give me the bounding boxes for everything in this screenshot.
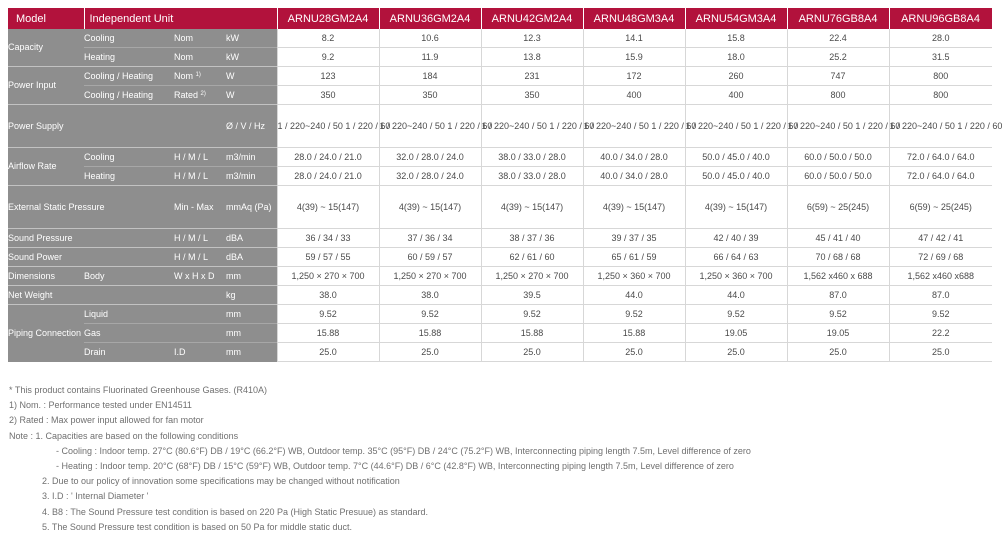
value-cell: 18.0 bbox=[685, 48, 787, 67]
value-cell: 44.0 bbox=[685, 286, 787, 305]
note-line: - Heating : Indoor temp. 20°C (68°F) DB / 15°C (59°F) WB, Outdoor temp. 7°C (44.6°F) DB / 6°C (42.8°F) WB, Interconnecting piping length 7.5m, Level difference of zero bbox=[56, 461, 734, 472]
value-cell: 1 / 220~240 / 50 1 / 220 / 60 bbox=[889, 105, 992, 148]
mode-label: Liquid bbox=[84, 305, 174, 324]
value-cell: 4(39) ~ 15(147) bbox=[481, 186, 583, 229]
value-cell: 70 / 68 / 68 bbox=[787, 248, 889, 267]
value-cell: 25.2 bbox=[787, 48, 889, 67]
value-cell: 72 / 69 / 68 bbox=[889, 248, 992, 267]
unit-label: dBA bbox=[226, 248, 277, 267]
unit-label: W bbox=[226, 86, 277, 105]
unit-label: mm bbox=[226, 343, 277, 362]
value-cell: 747 bbox=[787, 67, 889, 86]
value-cell: 4(39) ~ 15(147) bbox=[277, 186, 379, 229]
value-cell: 60.0 / 50.0 / 50.0 bbox=[787, 148, 889, 167]
footnote-marker: 2) bbox=[200, 91, 206, 97]
footnote-marker: 1) bbox=[195, 72, 201, 78]
mode-label: Heating bbox=[84, 48, 174, 67]
value-cell: 350 bbox=[379, 86, 481, 105]
value-cell: 25.0 bbox=[787, 343, 889, 362]
value-cell: 40.0 / 34.0 / 28.0 bbox=[583, 167, 685, 186]
value-cell: 12.3 bbox=[481, 29, 583, 48]
value-cell: 65 / 61 / 59 bbox=[583, 248, 685, 267]
mode-label: Drain bbox=[84, 343, 174, 362]
value-cell: 8.2 bbox=[277, 29, 379, 48]
independent-unit-header: Independent Unit bbox=[84, 8, 277, 29]
note-line: 4. B8 : The Sound Pressure test condition is based on 220 Pa (High Static Presuue) as standard. bbox=[42, 506, 429, 517]
note-line: 1) Nom. : Performance tested under EN14511 bbox=[9, 400, 192, 411]
unit-label: mm bbox=[226, 267, 277, 286]
footnotes bbox=[9, 383, 989, 535]
capacity-label: Capacity bbox=[8, 29, 84, 67]
unit-label: mm bbox=[226, 305, 277, 324]
piping-gas-row bbox=[8, 324, 992, 343]
unit-label: W bbox=[226, 67, 277, 86]
value-cell: 9.2 bbox=[277, 48, 379, 67]
note-line: - Cooling : Indoor temp. 27°C (80.6°F) DB / 19°C (66.2°F) WB, Outdoor temp. 35°C (95°F) DB / 24°C (75.2°F) WB, Interconnecting piping length 7.5m, Level difference of zero bbox=[56, 445, 751, 456]
value-cell: 15.88 bbox=[481, 324, 583, 343]
note-line: 3. I.D : ' Internal Diameter ' bbox=[42, 491, 149, 502]
value-cell: 800 bbox=[889, 86, 992, 105]
note-line: 5. The Sound Pressure test condition is based on 50 Pa for middle static duct. bbox=[42, 521, 353, 532]
airflow-heating-row bbox=[8, 167, 992, 186]
value-cell: 400 bbox=[685, 86, 787, 105]
spec-table bbox=[8, 8, 1002, 362]
model-header: Model bbox=[8, 8, 84, 29]
value-cell: 39.5 bbox=[481, 286, 583, 305]
model-name: ARNU76GB8A4 bbox=[787, 8, 889, 29]
value-cell: 72.0 / 64.0 / 64.0 bbox=[889, 167, 992, 186]
value-cell: 1,250 × 360 × 700 bbox=[685, 267, 787, 286]
value-cell: 400 bbox=[583, 86, 685, 105]
value-cell: 19.05 bbox=[787, 324, 889, 343]
value-cell: 260 bbox=[685, 67, 787, 86]
capacity-cooling-row bbox=[8, 29, 992, 48]
model-name: ARNU36GM2A4 bbox=[379, 8, 481, 29]
value-cell: 38.0 / 33.0 / 28.0 bbox=[481, 167, 583, 186]
power-supply-row bbox=[8, 105, 992, 148]
condition-label bbox=[174, 324, 226, 343]
sound-pressure-label: Sound Pressure bbox=[8, 229, 174, 248]
note-line: 2) Rated : Max power input allowed for fan motor bbox=[9, 415, 204, 426]
value-cell: 10.6 bbox=[379, 29, 481, 48]
value-cell: 37 / 36 / 34 bbox=[379, 229, 481, 248]
mode-label: Heating bbox=[84, 167, 174, 186]
mode-label: Gas bbox=[84, 324, 174, 343]
mode-label: Body bbox=[84, 267, 174, 286]
value-cell: 60.0 / 50.0 / 50.0 bbox=[787, 167, 889, 186]
value-cell: 13.8 bbox=[481, 48, 583, 67]
value-cell: 25.0 bbox=[277, 343, 379, 362]
value-cell: 6(59) ~ 25(245) bbox=[787, 186, 889, 229]
sound-pressure-row bbox=[8, 229, 992, 248]
unit-label: mm bbox=[226, 324, 277, 343]
value-cell: 25.0 bbox=[583, 343, 685, 362]
sound-power-label: Sound Power bbox=[8, 248, 174, 267]
unit-label: kW bbox=[226, 29, 277, 48]
value-cell: 32.0 / 28.0 / 24.0 bbox=[379, 148, 481, 167]
value-cell: 172 bbox=[583, 67, 685, 86]
value-cell: 231 bbox=[481, 67, 583, 86]
value-cell: 22.4 bbox=[787, 29, 889, 48]
value-cell: 45 / 41 / 40 bbox=[787, 229, 889, 248]
power-input-rated-row bbox=[8, 86, 992, 105]
mode-label: Cooling bbox=[84, 148, 174, 167]
value-cell: 15.9 bbox=[583, 48, 685, 67]
value-cell: 9.52 bbox=[685, 305, 787, 324]
dimensions-label: Dimensions bbox=[8, 267, 84, 286]
value-cell: 350 bbox=[277, 86, 379, 105]
value-cell: 28.0 / 24.0 / 21.0 bbox=[277, 148, 379, 167]
value-cell: 40.0 / 34.0 / 28.0 bbox=[583, 148, 685, 167]
value-cell: 350 bbox=[481, 86, 583, 105]
value-cell: 28.0 bbox=[889, 29, 992, 48]
value-cell: 60 / 59 / 57 bbox=[379, 248, 481, 267]
unit-label: Ø / V / Hz bbox=[226, 105, 277, 148]
condition-label: H / M / L bbox=[174, 248, 226, 267]
value-cell: 36 / 34 / 33 bbox=[277, 229, 379, 248]
value-cell: 9.52 bbox=[889, 305, 992, 324]
value-cell: 4(39) ~ 15(147) bbox=[583, 186, 685, 229]
value-cell: 9.52 bbox=[481, 305, 583, 324]
value-cell: 15.88 bbox=[277, 324, 379, 343]
model-name: ARNU54GM3A4 bbox=[685, 8, 787, 29]
value-cell: 19.05 bbox=[685, 324, 787, 343]
value-cell: 1,250 × 270 × 700 bbox=[379, 267, 481, 286]
value-cell: 1 / 220~240 / 50 1 / 220 / 60 bbox=[481, 105, 583, 148]
value-cell: 50.0 / 45.0 / 40.0 bbox=[685, 148, 787, 167]
unit-label: dBA bbox=[226, 229, 277, 248]
piping-liquid-row bbox=[8, 305, 992, 324]
value-cell: 1,562 x460 x 688 bbox=[787, 267, 889, 286]
value-cell: 28.0 / 24.0 / 21.0 bbox=[277, 167, 379, 186]
mode-label: Cooling bbox=[84, 29, 174, 48]
value-cell: 72.0 / 64.0 / 64.0 bbox=[889, 148, 992, 167]
condition-label: W x H x D bbox=[174, 267, 226, 286]
unit-label: m3/min bbox=[226, 167, 277, 186]
capacity-heating-row bbox=[8, 48, 992, 67]
note-line: 2. Due to our policy of innovation some specifications may be changed without notification bbox=[42, 476, 400, 487]
value-cell: 1 / 220~240 / 50 1 / 220 / 60 bbox=[583, 105, 685, 148]
power-input-label: Power Input bbox=[8, 67, 84, 105]
unit-label: kW bbox=[226, 48, 277, 67]
condition-label bbox=[174, 305, 226, 324]
value-cell: 50.0 / 45.0 / 40.0 bbox=[685, 167, 787, 186]
value-cell: 25.0 bbox=[685, 343, 787, 362]
value-cell: 9.52 bbox=[379, 305, 481, 324]
value-cell: 87.0 bbox=[787, 286, 889, 305]
model-name: ARNU28GM2A4 bbox=[277, 8, 379, 29]
condition-label: H / M / L bbox=[174, 167, 226, 186]
condition-label: Rated $^{2)}$ bbox=[174, 86, 226, 105]
condition-label: H / M / L bbox=[174, 229, 226, 248]
condition-label: Nom $^{1)}$ bbox=[174, 67, 226, 86]
value-cell: 4(39) ~ 15(147) bbox=[685, 186, 787, 229]
value-cell: 25.0 bbox=[889, 343, 992, 362]
net-weight-row bbox=[8, 286, 992, 305]
value-cell: 39 / 37 / 35 bbox=[583, 229, 685, 248]
value-cell: 1 / 220~240 / 50 1 / 220 / 60 bbox=[787, 105, 889, 148]
value-cell: 1 / 220~240 / 50 1 / 220 / 60 bbox=[379, 105, 481, 148]
value-cell: 59 / 57 / 55 bbox=[277, 248, 379, 267]
value-cell: 184 bbox=[379, 67, 481, 86]
condition-label: Nom bbox=[174, 48, 226, 67]
condition-label: Nom bbox=[174, 29, 226, 48]
condition-label: H / M / L bbox=[174, 148, 226, 167]
value-cell: 800 bbox=[889, 67, 992, 86]
value-cell: 1,250 × 270 × 700 bbox=[481, 267, 583, 286]
value-cell: 1 / 220~240 / 50 1 / 220 / 60 bbox=[685, 105, 787, 148]
value-cell: 32.0 / 28.0 / 24.0 bbox=[379, 167, 481, 186]
unit-label: m3/min bbox=[226, 148, 277, 167]
value-cell: 87.0 bbox=[889, 286, 992, 305]
condition-label: Min - Max bbox=[174, 186, 226, 229]
value-cell: 47 / 42 / 41 bbox=[889, 229, 992, 248]
airflow-cooling-row bbox=[8, 148, 992, 167]
value-cell: 25.0 bbox=[481, 343, 583, 362]
value-cell: 1,562 x460 x688 bbox=[889, 267, 992, 286]
value-cell: 31.5 bbox=[889, 48, 992, 67]
net-weight-label: Net Weight bbox=[8, 286, 226, 305]
value-cell: 1,250 × 270 × 700 bbox=[277, 267, 379, 286]
model-name: ARNU96GB8A4 bbox=[889, 8, 992, 29]
value-cell: 9.52 bbox=[787, 305, 889, 324]
value-cell: 15.8 bbox=[685, 29, 787, 48]
value-cell: 9.52 bbox=[277, 305, 379, 324]
unit-label: mmAq (Pa) bbox=[226, 186, 277, 229]
model-name: ARNU48GM3A4 bbox=[583, 8, 685, 29]
value-cell: 14.1 bbox=[583, 29, 685, 48]
note-line: * This product contains Fluorinated Greenhouse Gases. (R410A) bbox=[9, 385, 267, 395]
header-row bbox=[8, 8, 992, 29]
dimensions-row bbox=[8, 267, 992, 286]
value-cell: 15.88 bbox=[379, 324, 481, 343]
value-cell: 38 / 37 / 36 bbox=[481, 229, 583, 248]
value-cell: 62 / 61 / 60 bbox=[481, 248, 583, 267]
note-line: Note : 1. Capacities are based on the following conditions bbox=[9, 430, 239, 441]
model-name: ARNU42GM2A4 bbox=[481, 8, 583, 29]
value-cell: 22.2 bbox=[889, 324, 992, 343]
condition-label: I.D bbox=[174, 343, 226, 362]
value-cell: 4(39) ~ 15(147) bbox=[379, 186, 481, 229]
value-cell: 1 / 220~240 / 50 1 / 220 / 60 bbox=[277, 105, 379, 148]
value-cell: 38.0 bbox=[277, 286, 379, 305]
value-cell: 42 / 40 / 39 bbox=[685, 229, 787, 248]
value-cell: 15.88 bbox=[583, 324, 685, 343]
unit-label: kg bbox=[226, 286, 277, 305]
value-cell: 9.52 bbox=[583, 305, 685, 324]
value-cell: 6(59) ~ 25(245) bbox=[889, 186, 992, 229]
value-cell: 38.0 / 33.0 / 28.0 bbox=[481, 148, 583, 167]
value-cell: 38.0 bbox=[379, 286, 481, 305]
value-cell: 11.9 bbox=[379, 48, 481, 67]
esp-row bbox=[8, 186, 992, 229]
airflow-label: Airflow Rate bbox=[8, 148, 84, 186]
value-cell: 800 bbox=[787, 86, 889, 105]
piping-drain-row bbox=[8, 343, 992, 362]
value-cell: 1,250 × 360 × 700 bbox=[583, 267, 685, 286]
power-input-nom-row bbox=[8, 67, 992, 86]
power-supply-label: Power Supply bbox=[8, 105, 226, 148]
value-cell: 66 / 64 / 63 bbox=[685, 248, 787, 267]
value-cell: 25.0 bbox=[379, 343, 481, 362]
sound-power-row bbox=[8, 248, 992, 267]
value-cell: 44.0 bbox=[583, 286, 685, 305]
esp-label: External Static Pressure bbox=[8, 186, 174, 229]
value-cell: 123 bbox=[277, 67, 379, 86]
mode-label: Cooling / Heating bbox=[84, 86, 174, 105]
piping-label: Piping Connection bbox=[8, 305, 84, 362]
mode-label: Cooling / Heating bbox=[84, 67, 174, 86]
